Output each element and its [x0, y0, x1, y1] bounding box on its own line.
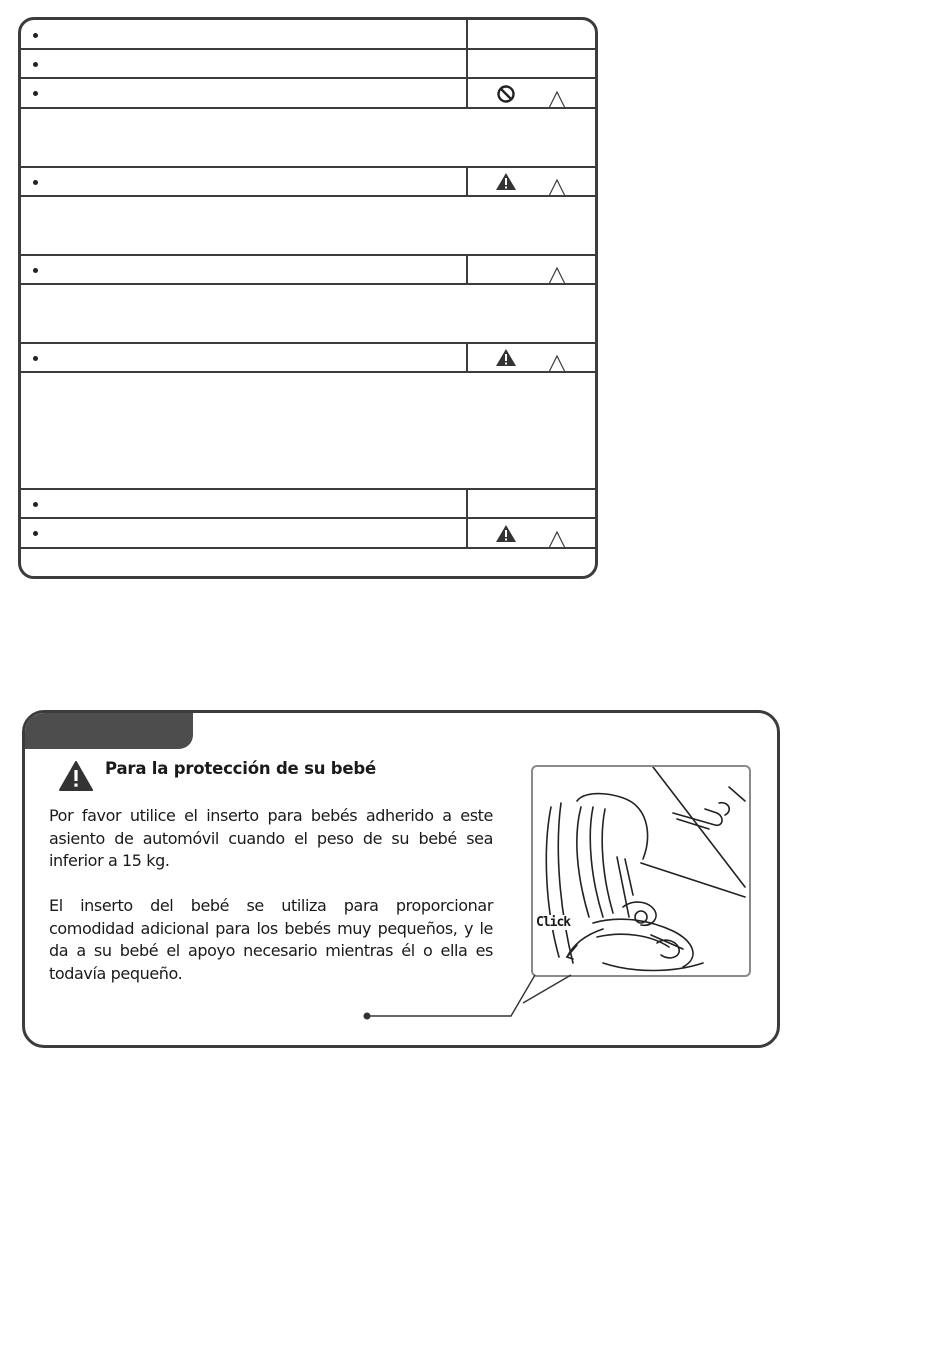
row-bullet [33, 91, 38, 96]
warning-icon [495, 524, 517, 543]
row-bullet [33, 356, 38, 361]
click-label: Click [536, 915, 571, 930]
warning-icon [495, 172, 517, 191]
row-bullet [33, 62, 38, 67]
info-paragraph-weight: Por favor utilice el inserto para bebés adherido a este asiento de automóvil cuando el peso de su bebé sea inferior a 15 kg. [49, 806, 493, 870]
prohibited-icon [496, 84, 516, 104]
baby-insert-info-box [22, 710, 780, 1048]
car-seat-illustration [531, 765, 751, 977]
row-bullet [33, 531, 38, 536]
row-bullet [33, 33, 38, 38]
info-paragraph-comfort: El inserto del bebé se utiliza para proporcionar comodidad adicional para los bebés muy pequeños, y le da a su bebé el apoyo necesario mientras él o ella es todavía pequeño. [49, 896, 493, 983]
row-bullet [33, 502, 38, 507]
row-bullet [33, 180, 38, 185]
info-title: Para la protección de su bebé [105, 759, 377, 778]
warning-icon [495, 348, 517, 367]
tick-marks [549, 92, 565, 548]
checklist-table [18, 17, 598, 579]
section-tab [25, 713, 193, 749]
row-bullet [33, 268, 38, 273]
car-seat-drawing [533, 767, 749, 975]
warning-icon [59, 761, 93, 791]
